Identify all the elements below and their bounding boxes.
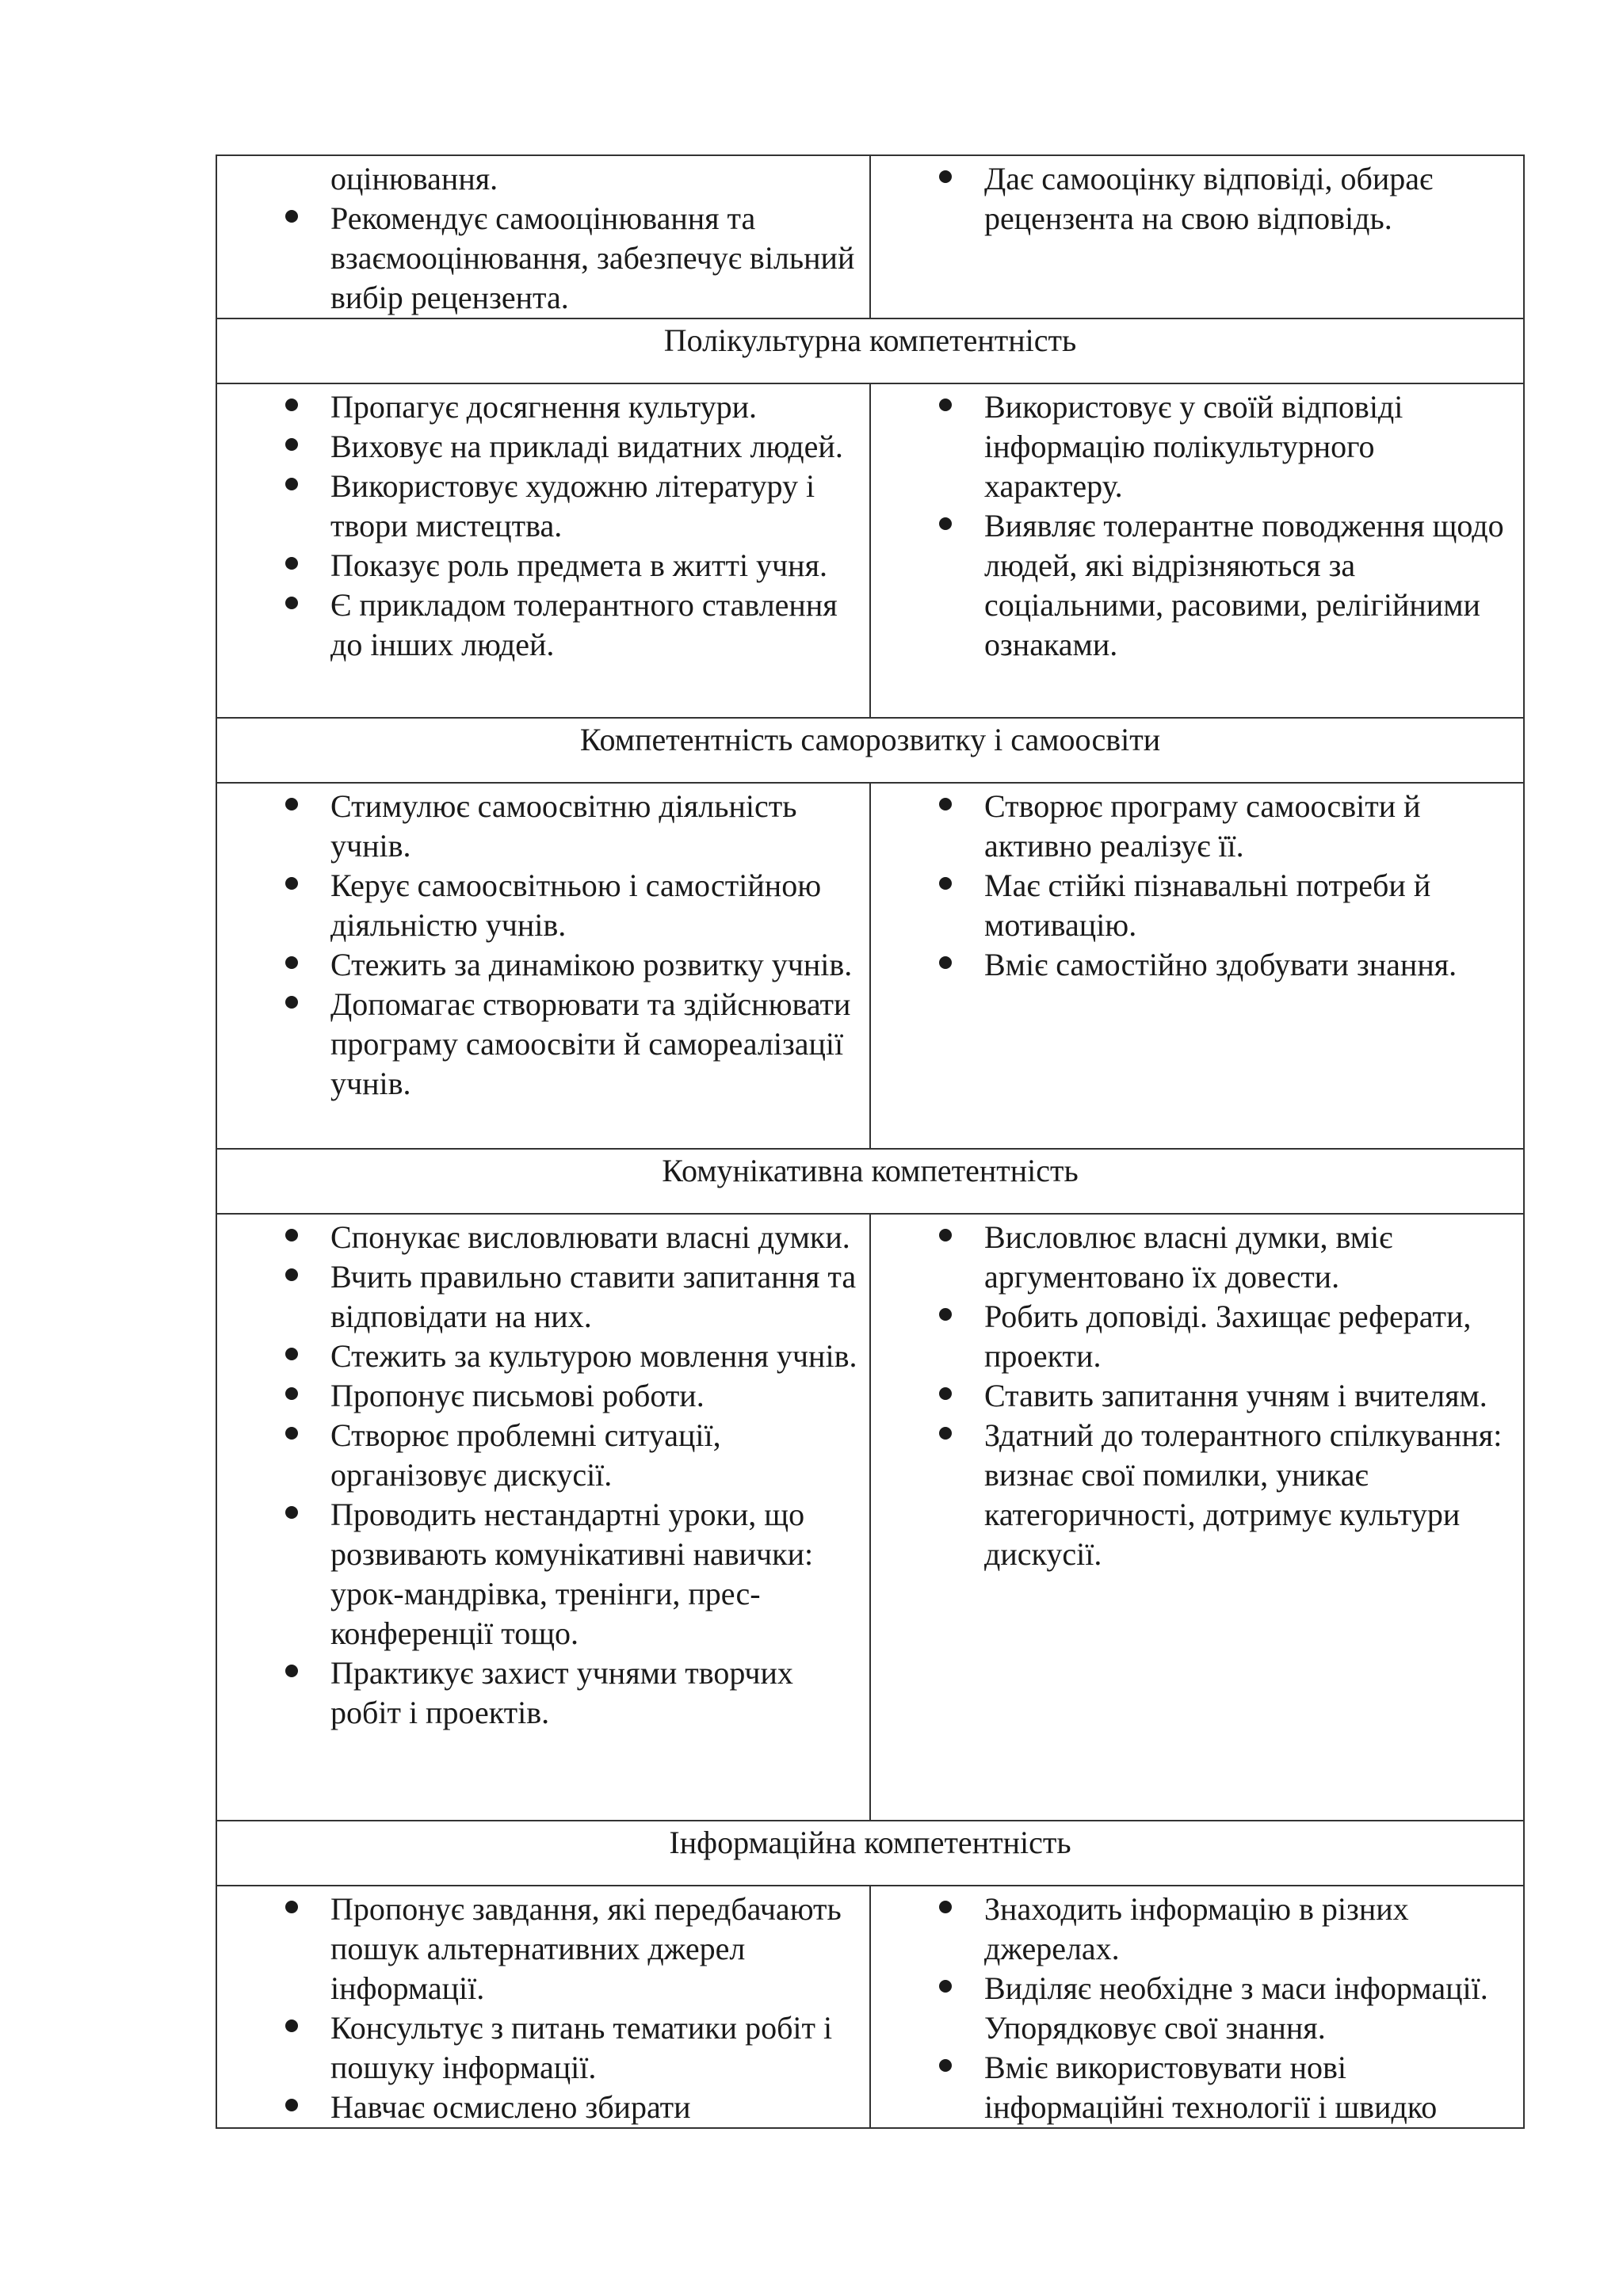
list-item-text: Виявляє толерантне поводження щодо людей, які відрізняються за соціальними, расовими, релігійними ознаками. xyxy=(984,508,1504,662)
bullet-icon xyxy=(285,1348,298,1360)
section-heading-row xyxy=(216,718,1524,783)
section-heading: Комунікативна компетентність xyxy=(662,1153,1079,1188)
bullet-icon xyxy=(285,597,298,609)
list-item-text: Рекомендує самооцінювання та взаємооцінювання, забезпечує вільний вибір рецензента. xyxy=(330,200,855,315)
list-item-text: Консультує з питань тематики робіт і пошуку інформації. xyxy=(330,2010,833,2085)
list-item xyxy=(217,427,860,467)
student-cell xyxy=(870,155,1524,318)
student-cell xyxy=(870,383,1524,718)
list-item xyxy=(871,1969,1514,2048)
list-item xyxy=(871,159,1514,238)
bullet-icon xyxy=(285,478,298,490)
list-item-text: Має стійкі пізнавальні потреби й мотивацію. xyxy=(984,868,1431,943)
list-item xyxy=(871,1890,1514,1969)
bullet-icon xyxy=(285,1427,298,1440)
list-item-text: Дає самооцінку відповіді, обирає рецензента на свою відповідь. xyxy=(984,161,1434,236)
section-heading-cell xyxy=(216,718,1524,783)
student-cell xyxy=(870,783,1524,1149)
list-item-text: Здатний до толерантного спілкування: визнає свої помилки, уникає категоричності, дотримує культури дискусії. xyxy=(984,1417,1503,1572)
bullet-list xyxy=(217,199,869,318)
bullet-icon xyxy=(285,1901,298,1913)
table-row xyxy=(216,1886,1524,2128)
list-item xyxy=(217,985,860,1104)
section-heading: Полікультурна компетентність xyxy=(663,322,1077,358)
bullet-list xyxy=(871,156,1523,238)
bullet-icon xyxy=(939,956,952,969)
list-item-text: Робить доповіді. Захищає реферати, проекти. xyxy=(984,1299,1472,1374)
list-item xyxy=(871,945,1514,985)
bullet-icon xyxy=(939,1308,952,1321)
bullet-icon xyxy=(285,1506,298,1519)
list-item xyxy=(871,387,1514,506)
teacher-cell xyxy=(216,783,870,1149)
list-item-text: Вчить правильно ставити запитання та відповідати на них. xyxy=(330,1259,857,1334)
list-item-text: Стежить за культурою мовлення учнів. xyxy=(330,1338,857,1374)
table-row xyxy=(216,1214,1524,1821)
list-item xyxy=(217,199,860,318)
list-item xyxy=(217,585,860,665)
list-item-text: Використовує художню літературу і твори мистецтва. xyxy=(330,468,815,543)
bullet-icon xyxy=(939,399,952,411)
bullet-list xyxy=(871,784,1523,985)
list-item-text: Створює проблемні ситуації, організовує дискусії. xyxy=(330,1417,721,1493)
list-item-text: Знаходить інформацію в різних джерелах. xyxy=(984,1891,1409,1966)
table-body xyxy=(216,155,1524,2128)
list-item xyxy=(871,1218,1514,1297)
list-item-text: Проводить нестандартні уроки, що розвивають комунікативні навички: урок-мандрівка, тренінги, прес-конференції тощо. xyxy=(330,1497,814,1651)
bullet-icon xyxy=(939,2059,952,2072)
list-item xyxy=(217,945,860,985)
list-item-text: Висловлює власні думки, вміє аргументовано їх довести. xyxy=(984,1219,1393,1295)
list-item-text: Стимулює самоосвітню діяльність учнів. xyxy=(330,788,797,864)
table-row xyxy=(216,783,1524,1149)
competency-table xyxy=(216,154,1525,2129)
student-cell xyxy=(870,1214,1524,1821)
list-item-text: Пропагує досягнення культури. xyxy=(330,389,758,425)
list-item xyxy=(217,1257,860,1337)
list-item xyxy=(217,546,860,585)
bullet-icon xyxy=(939,1387,952,1400)
bullet-icon xyxy=(285,798,298,810)
list-item xyxy=(217,787,860,866)
list-item-text: Ставить запитання учням і вчителям. xyxy=(984,1378,1487,1413)
list-item-text: Практикує захист учнями творчих робіт і проектів. xyxy=(330,1655,793,1730)
list-item-text: Керує самоосвітньою і самостійною діяльністю учнів. xyxy=(330,868,822,943)
section-heading-row xyxy=(216,318,1524,383)
bullet-icon xyxy=(939,798,952,810)
list-item xyxy=(217,1218,860,1257)
section-heading-row xyxy=(216,1149,1524,1214)
bullet-icon xyxy=(939,1427,952,1440)
section-heading-cell xyxy=(216,1149,1524,1214)
list-item xyxy=(871,506,1514,665)
bullet-icon xyxy=(285,956,298,969)
list-item-text: Стежить за динамікою розвитку учнів. xyxy=(330,947,853,982)
bullet-icon xyxy=(939,1980,952,1993)
continued-text: оцінювання. xyxy=(330,161,498,196)
list-item xyxy=(871,2048,1514,2127)
list-item-text: Є прикладом толерантного ставлення до інших людей. xyxy=(330,587,838,662)
table-row xyxy=(216,155,1524,318)
list-item xyxy=(217,1376,860,1416)
bullet-icon xyxy=(285,877,298,890)
bullet-icon xyxy=(285,1665,298,1677)
list-item-text: Виховує на прикладі видатних людей. xyxy=(330,429,843,464)
student-cell xyxy=(870,1886,1524,2128)
bullet-icon xyxy=(285,1387,298,1400)
list-item xyxy=(217,1337,860,1376)
list-item-text: Вміє самостійно здобувати знання. xyxy=(984,947,1457,982)
table-row xyxy=(216,383,1524,718)
bullet-list xyxy=(871,1886,1523,2127)
bullet-list xyxy=(217,1886,869,2127)
list-item-text: Спонукає висловлювати власні думки. xyxy=(330,1219,850,1255)
bullet-icon xyxy=(285,399,298,411)
bullet-icon xyxy=(285,996,298,1009)
list-item xyxy=(217,1653,860,1733)
list-item-text: Виділяє необхідне з маси інформації. Упорядковує свої знання. xyxy=(984,1970,1488,2046)
bullet-icon xyxy=(285,1268,298,1281)
list-item-text: Пропонує письмові роботи. xyxy=(330,1378,705,1413)
list-item xyxy=(217,467,860,546)
list-item xyxy=(217,1890,860,2008)
bullet-icon xyxy=(939,1229,952,1241)
list-item-text: Показує роль предмета в житті учня. xyxy=(330,547,827,583)
list-item xyxy=(217,1416,860,1495)
list-item xyxy=(217,2088,860,2127)
section-heading: Інформаційна компетентність xyxy=(669,1825,1071,1860)
list-item xyxy=(217,387,860,427)
teacher-cell xyxy=(216,1214,870,1821)
teacher-cell xyxy=(216,383,870,718)
list-item xyxy=(871,1376,1514,1416)
teacher-cell xyxy=(216,1886,870,2128)
list-item-text: Навчає осмислено збирати xyxy=(330,2089,691,2125)
bullet-icon xyxy=(285,557,298,570)
bullet-list xyxy=(217,1215,869,1733)
list-item-text: Пропонує завдання, які передбачають пошук альтернативних джерел інформації. xyxy=(330,1891,842,2006)
list-item xyxy=(871,1297,1514,1376)
bullet-icon xyxy=(285,438,298,451)
bullet-icon xyxy=(285,1229,298,1241)
list-item xyxy=(217,866,860,945)
bullet-icon xyxy=(285,2019,298,2032)
section-heading: Компетентність саморозвитку і самоосвіти xyxy=(579,722,1161,757)
bullet-icon xyxy=(939,877,952,890)
bullet-icon xyxy=(939,1901,952,1913)
section-heading-cell xyxy=(216,1821,1524,1886)
bullet-list xyxy=(217,384,869,665)
bullet-icon xyxy=(285,2099,298,2111)
teacher-cell xyxy=(216,155,870,318)
bullet-list xyxy=(871,384,1523,665)
bullet-icon xyxy=(285,210,298,223)
list-item xyxy=(217,2008,860,2088)
section-heading-cell xyxy=(216,318,1524,383)
bullet-icon xyxy=(939,170,952,183)
bullet-icon xyxy=(939,517,952,530)
list-item xyxy=(871,787,1514,866)
list-item xyxy=(871,866,1514,945)
list-item xyxy=(217,1495,860,1653)
bullet-list xyxy=(871,1215,1523,1574)
list-item-text: Створює програму самоосвіти й активно реалізує її. xyxy=(984,788,1421,864)
section-heading-row xyxy=(216,1821,1524,1886)
list-item-text: Вміє використовувати нові інформаційні технології і швидко xyxy=(984,2050,1438,2125)
bullet-list xyxy=(217,784,869,1104)
list-item-text: Використовує у своїй відповіді інформацію полікультурного характеру. xyxy=(984,389,1403,504)
list-item xyxy=(871,1416,1514,1574)
list-item-text: Допомагає створювати та здійснювати програму самоосвіти й самореалізації учнів. xyxy=(330,986,851,1101)
